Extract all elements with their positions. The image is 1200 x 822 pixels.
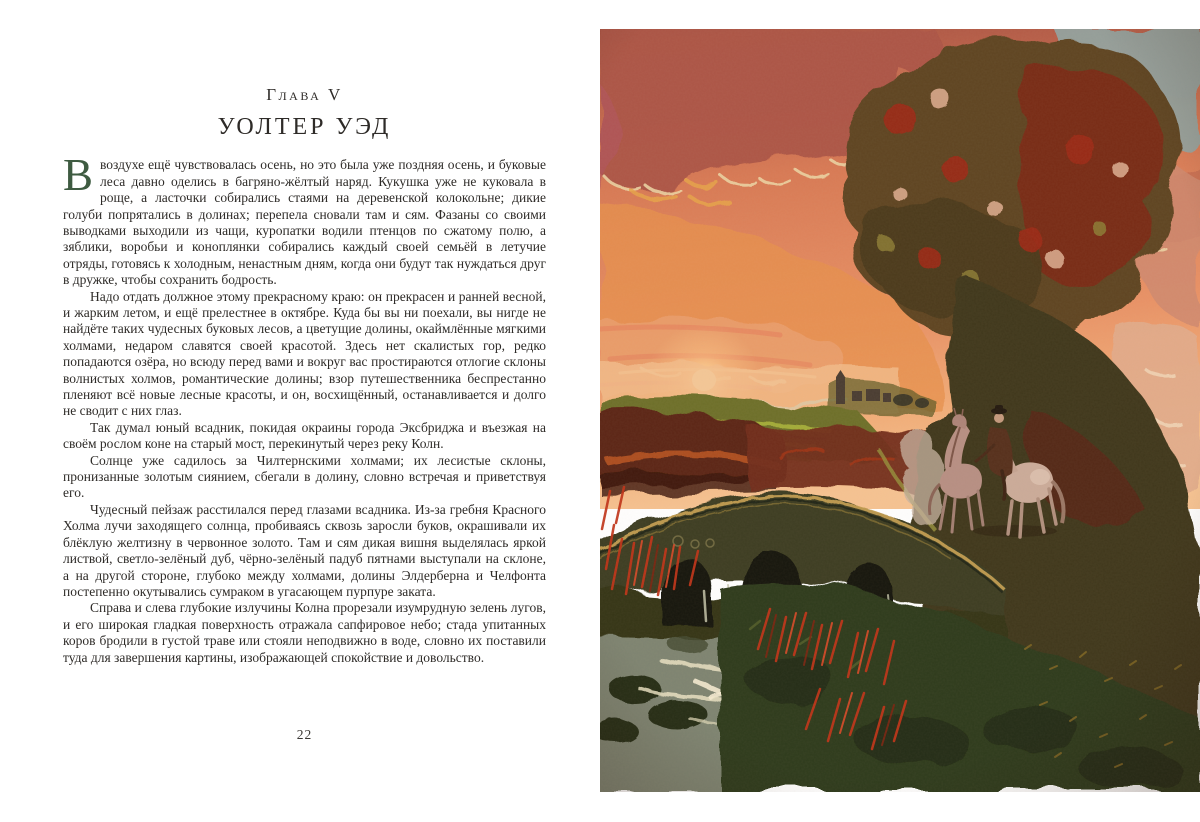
paragraph: Так думал юный всадник, покидая окраины города Эксбриджа и въезжая на своём рослом коне на старый мост, перекинутый через реку Колн.: [63, 419, 546, 452]
left-text-page: [63, 0, 546, 666]
paragraph: Надо отдать должное этому прекрасному краю: он прекрасен и ранней весной, и жарким летом, и ещё прелестнее в октябре. Куда бы вы ни поехали, вы нигде не найдёте таких чудесных буковых лесов, а цветущие долины, окаймлённые мягкими холмами, недаром славятся своей красотой. Здесь нет скалистых гор, редко попадаются озёра, но всюду перед вами и вокруг вас простираются отлогие склоны волнистых холмов, романтические долины; взор путешественника беспрестанно пленяют всё новые лесные красоты, и он, восхищённый, останавливается и долго не сводит с них глаз.: [63, 288, 546, 419]
chapter-title: УОЛТЕР УЭД: [217, 113, 392, 140]
paragraph-text: воздухе ещё чувствовалась осень, но это была уже поздняя осень, и буковые леса давно оделись в багряно-жёлтый наряд. Кукушка уже не куковала в роще, а ласточки собирались стаями на деревенской колокольне; дикие голуби попрятались в долинах; перепела сновали там и сям. Фазаны со своими выводками выходили из чащи, куропатки водили птенцов по сжатому полю, а зяблики, воробьи и коноплянки собирались каждый своей семьёй в летучие отряды, готовясь к холодным, ненастным дням, когда они будут так нуждаться друг в дружке, чтобы сохранить бодрость.: [63, 157, 546, 288]
book-illustration-sunset-bridge: [600, 29, 1200, 792]
drop-cap: В: [63, 150, 94, 201]
paragraph: Справа и слева глубокие излучины Колна прорезали изумрудную зелень лугов, и его широкая гладкая поверхность отражала сапфировое небо; стада упитанных коров бродили в густой траве или стояли неподвижно в воде, словно их поставили туда для завершения картины, изображающей спокойствие и довольство.: [63, 600, 546, 665]
paragraph: Солнце уже садилось за Чилтернскими холмами; их лесистые склоны, пронизанные золотым сиянием, сбегали в долину, словно встречая и приветствуя его.: [63, 452, 546, 501]
paragraph: [63, 150, 546, 288]
page-number: 22: [296, 727, 313, 742]
chapter-body: [63, 150, 546, 666]
chapter-label: Глава V: [266, 85, 343, 104]
paragraph: Чудесный пейзаж расстилался перед глазами всадника. Из-за гребня Красного Холма лучи заходящего солнца, пробиваясь сквозь заросли буков, окрашивали их блёклую желтизну в червонное золото. Там и сям дикая вишня выделялась яркой листвой, светло-зелёный дуб, чёрно-зелёный падуб пятнами выступали на склоне, а на другой стороне, глубоко между холмами, долины Элдерберна и Челфонта постепенно окутывались сумраком в угасающем пурпуре заката.: [63, 501, 546, 599]
grain-texture: [600, 29, 1200, 792]
